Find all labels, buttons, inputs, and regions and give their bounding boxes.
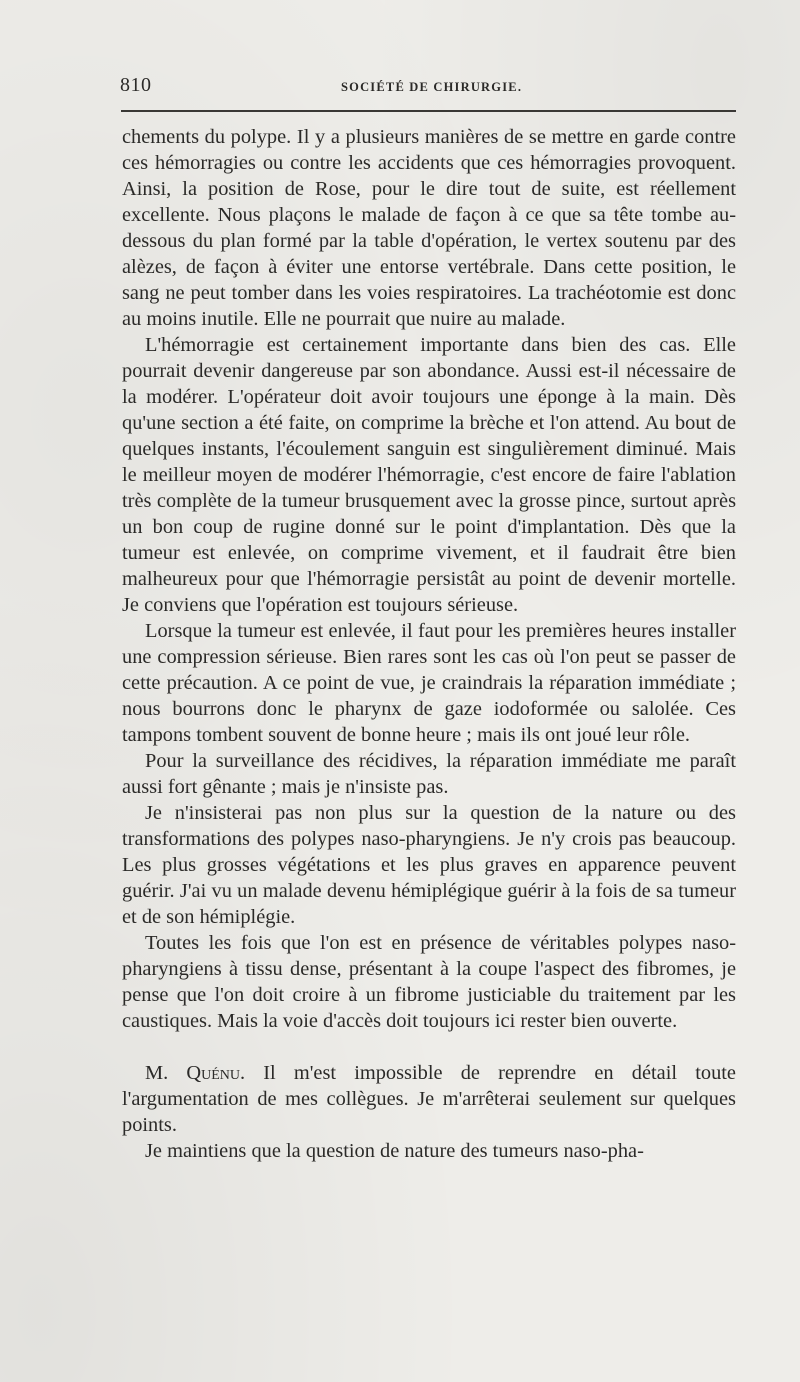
paragraph: Je maintiens que la question de nature des tumeurs naso-pha- xyxy=(145,1140,644,1162)
speaker-paragraph xyxy=(122,1060,736,1138)
header-rule xyxy=(121,110,736,112)
running-title: SOCIÉTÉ DE CHIRURGIE. xyxy=(341,80,523,94)
speaker-name: M. Quénu. xyxy=(145,1062,246,1084)
body-text xyxy=(122,124,736,1164)
speaker-text: Il m'est impossible de reprendre en détail toute l'argumentation de mes collègues. Je m'arrêterai seulement sur quelques points. xyxy=(122,1062,736,1136)
paragraph: chements du polype. Il y a plusieurs manières de se mettre en garde contre ces hémorragies ou contre les accidents que ces hémorragies provoquent. Ainsi, la position de Rose, pour le dire tout de suite, est réellement excellente. Nous plaçons le malade de façon à ce que sa tête tombe au-dessous du plan formé par la table d'opération, le vertex soutenu par des alèzes, de façon à éviter une entorse vertébrale. Dans cette position, le sang ne peut tomber dans les voies respiratoires. La trachéotomie est donc au moins inutile. Elle ne pourrait que nuire au malade. xyxy=(122,126,736,330)
paragraph: Je n'insisterai pas non plus sur la question de la nature ou des transformations des polypes naso-pharyngiens. Je n'y crois pas beaucoup. Les plus grosses végétations et les plus graves en apparence peuvent guérir. J'ai vu un malade devenu hémiplégique guérir à la fois de sa tumeur et de son hémiplégie. xyxy=(122,802,736,928)
paragraph: Pour la surveillance des récidives, la réparation immédiate me paraît aussi fort gênante ; mais je n'insiste pas. xyxy=(122,750,736,798)
paragraph: Toutes les fois que l'on est en présence de véritables polypes naso-pharyngiens à tissu dense, présentant à la coupe l'aspect des fibromes, je pense que l'on doit croire à un fibrome justiciable du traitement par les caustiques. Mais la voie d'accès doit toujours ici rester bien ouverte. xyxy=(122,932,736,1032)
paragraph: Lorsque la tumeur est enlevée, il faut pour les premières heures installer une compression sérieuse. Bien rares sont les cas où l'on peut se passer de cette précaution. A ce point de vue, je craindrais la réparation immédiate ; nous bourrons donc le pharynx de gaze iodoformée ou salolée. Ces tampons tombent souvent de bonne heure ; mais ils ont joué leur rôle. xyxy=(122,620,736,746)
page-number: 810 xyxy=(120,74,152,96)
page-header xyxy=(120,74,737,102)
paragraph: L'hémorragie est certainement importante dans bien des cas. Elle pourrait devenir dangereuse par son abondance. Aussi est-il nécessaire de la modérer. L'opérateur doit avoir toujours une éponge à la main. Dès qu'une section a été faite, on comprime la brèche et l'on attend. Au bout de quelques instants, l'écoulement sanguin est singulièrement diminué. Mais le meilleur moyen de modérer l'hémorragie, c'est encore de faire l'ablation très complète de la tumeur brusquement avec la grosse pince, surtout après un bon coup de rugine donné sur le point d'implantation. Dès que la tumeur est enlevée, on comprime vivement, et il faudrait être bien malheureux pour que l'hémorragie persistât au point de devenir mortelle. Je conviens que l'opération est toujours sérieuse. xyxy=(122,334,736,616)
